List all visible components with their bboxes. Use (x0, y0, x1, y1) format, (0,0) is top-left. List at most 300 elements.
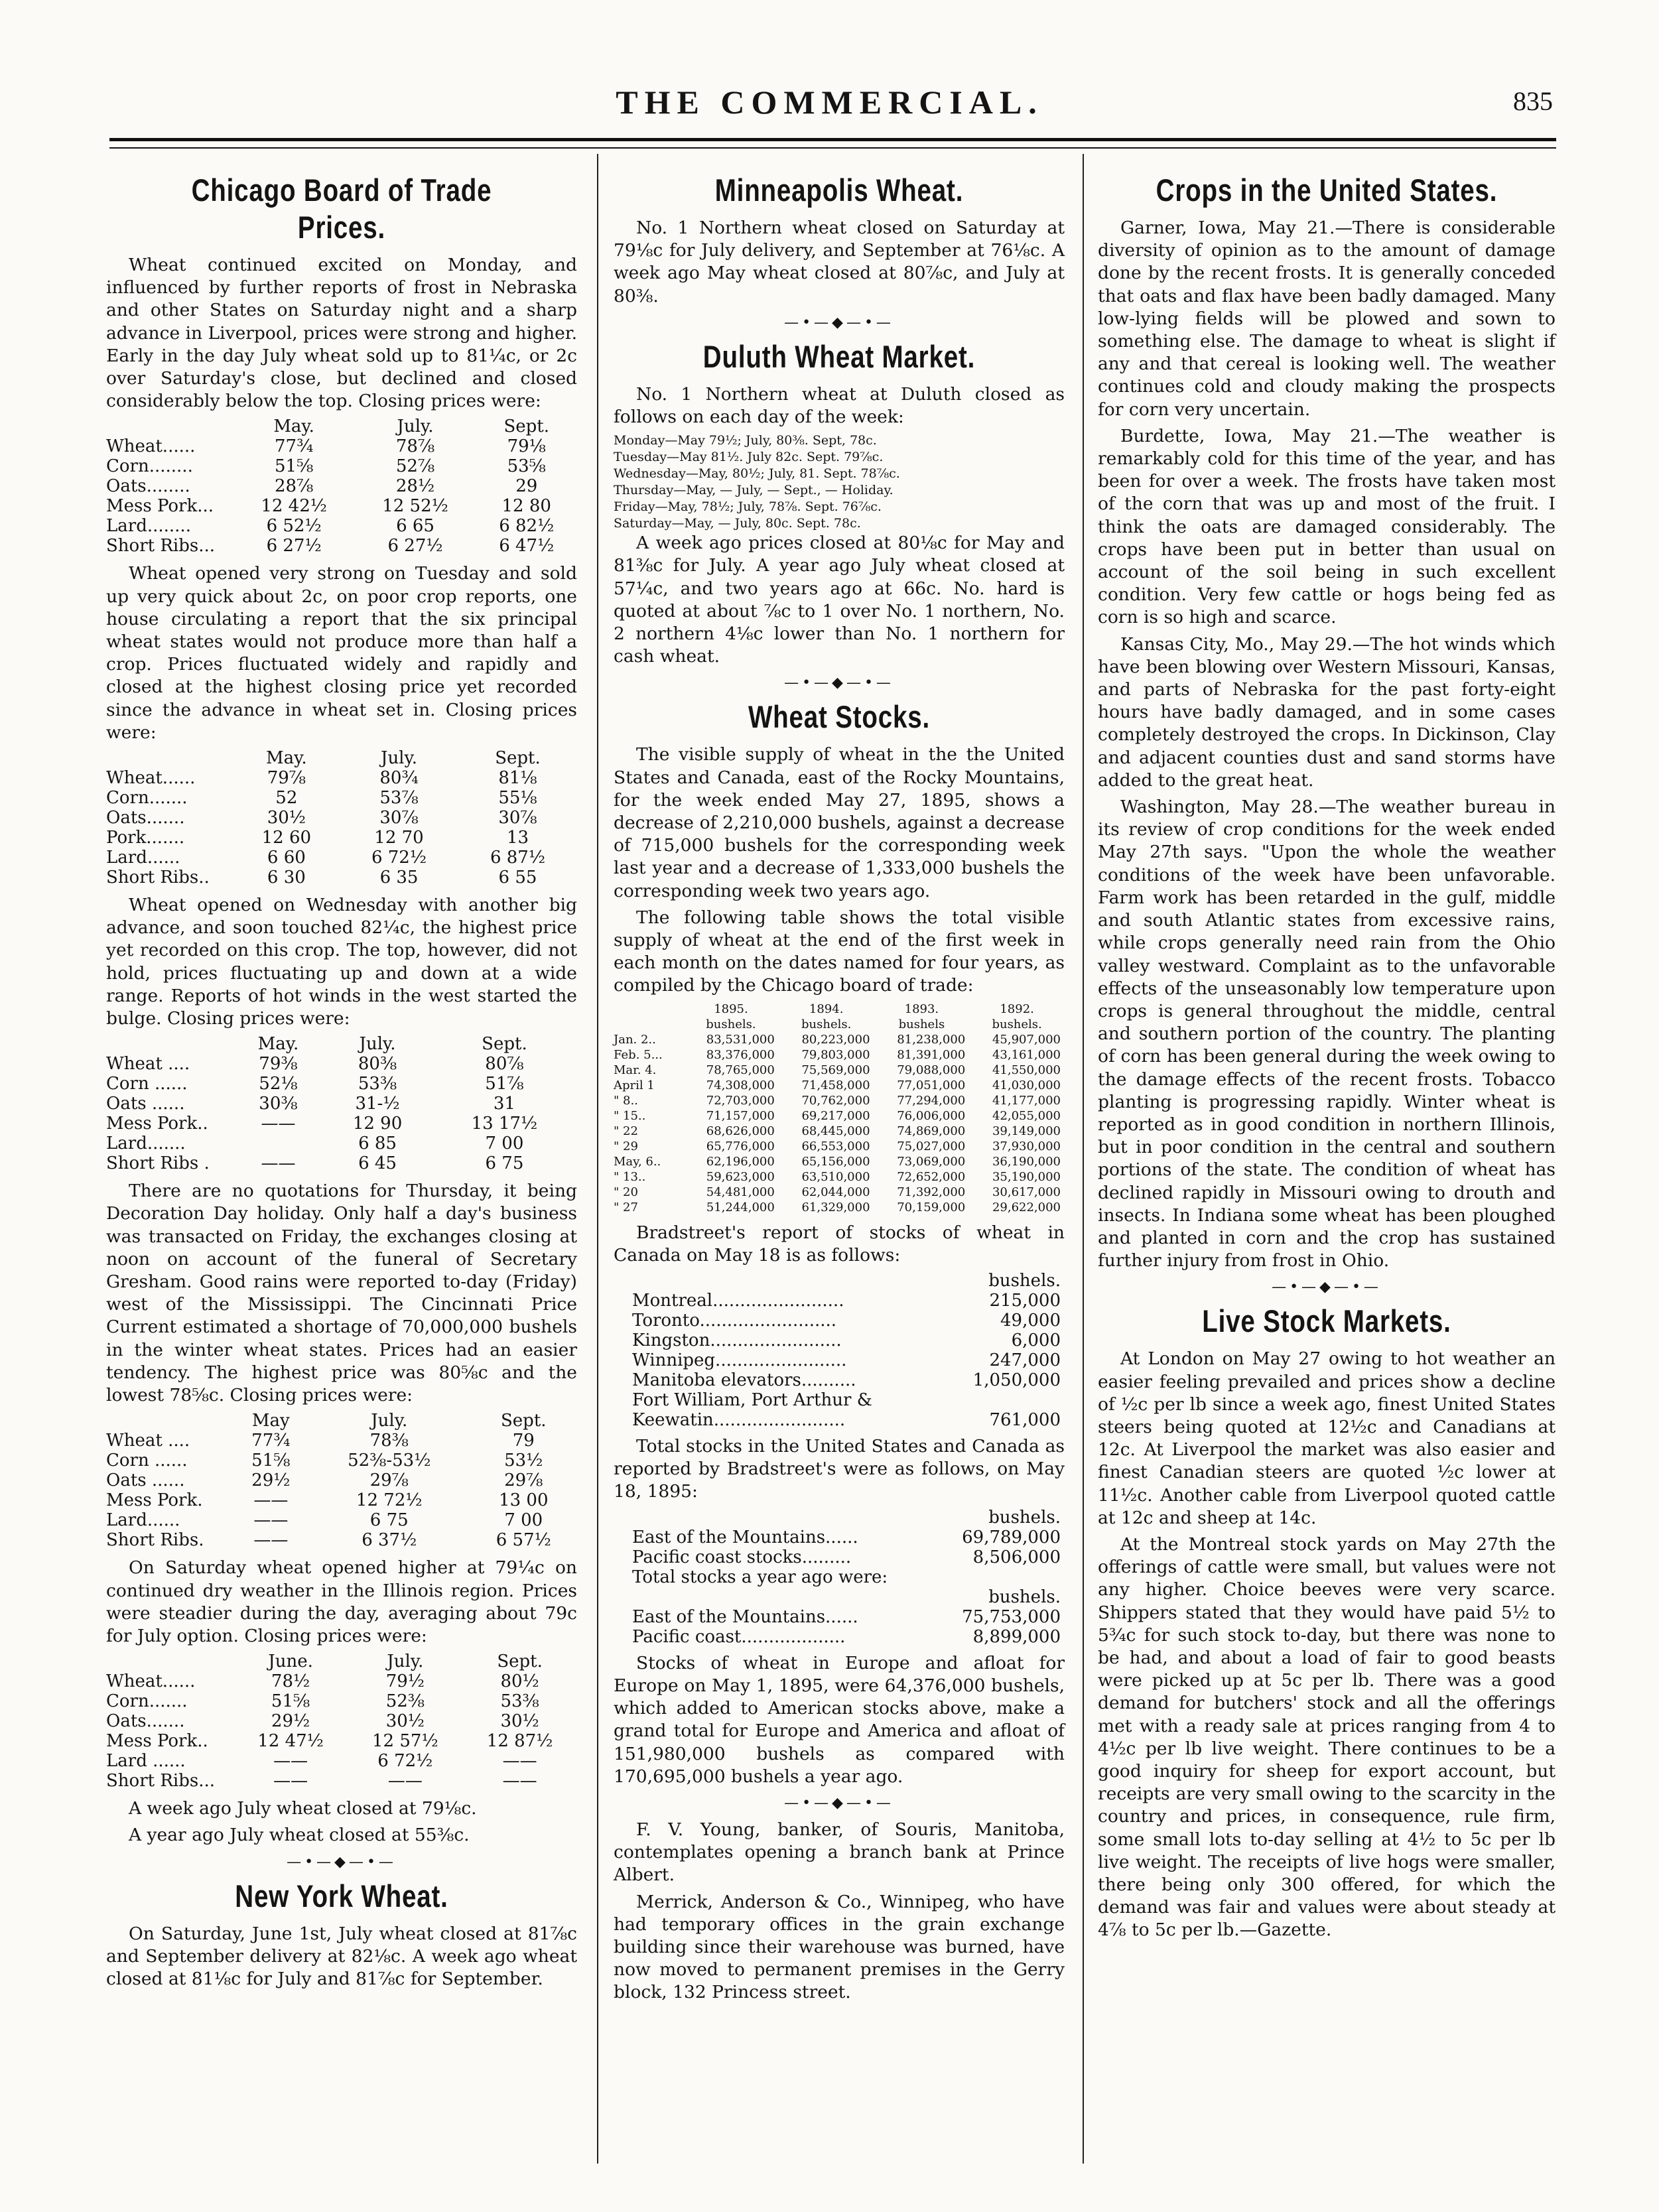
price-cell: 31-½ (355, 1094, 400, 1114)
value-cell: 30,617,000 (992, 1185, 1061, 1199)
value-cell: 70,762,000 (801, 1093, 870, 1108)
table-row (614, 1124, 1065, 1139)
price-cell: 6 65 (396, 516, 434, 537)
price-cell: 29⅞ (369, 1470, 409, 1491)
masthead-title: THE COMMERCIAL. (616, 84, 1043, 121)
value-cell: 75,753,000 (962, 1606, 1061, 1627)
year-ago-label: Total stocks a year ago were: (632, 1567, 888, 1587)
date-cell: " 13.. (614, 1169, 646, 1184)
table-header-row (632, 1271, 1061, 1291)
column-3 (1098, 169, 1556, 1946)
price-cell: 6 60 (267, 848, 306, 868)
duluth-daily-line: Friday—May, 78½; July, 78⅞. Sept. 76⅞c. (614, 499, 882, 515)
price-cell: 6 45 (358, 1153, 397, 1174)
price-cell: 52⅛ (259, 1074, 298, 1094)
price-cell: 28⅞ (274, 476, 314, 497)
location-cell: Pacific coast stocks......... (632, 1547, 852, 1567)
duluth-paragraph: A week ago prices closed at 80⅛c for May and 81⅜c for July. A year ago July wheat closed at 57¼c, and two years ago at 66c. No. hard is quoted at about ⅞c to 1 over No. 1 northern, No. 2 northern 4⅛c lower than No. 1 northern for cash wheat. (614, 533, 1065, 667)
table-header (106, 1652, 233, 1671)
canada-stocks-table (632, 1271, 1061, 1430)
commodity-cell: Lard ...... (106, 1751, 186, 1772)
value-cell: 72,652,000 (897, 1169, 966, 1184)
table-row (106, 436, 577, 456)
date-cell: " 8.. (614, 1093, 638, 1108)
price-cell: 6 55 (498, 868, 537, 888)
price-cell: 6 85 (358, 1134, 397, 1154)
commodity-cell: Wheat...... (106, 768, 196, 789)
table-row (106, 1490, 577, 1510)
location-cell: East of the Mountains...... (632, 1527, 858, 1547)
price-cell: 7 00 (485, 1134, 524, 1154)
table-row (106, 808, 577, 828)
price-cell: 12 87½ (486, 1731, 553, 1752)
price-cell: —— (253, 1510, 289, 1531)
duluth-daily-line: Monday—May 79½; July, 80⅜. Sept, 78c. (614, 433, 877, 448)
value-cell: 39,149,000 (992, 1124, 1061, 1138)
wheat-stocks-paragraph: Stocks of wheat in Europe and afloat for Europe on May 1, 1895, were 64,376,000 bushels, which added to American stocks above, make a grand total for Europe and America and afloat of 151,980,000 bushels as compared with 170,695,000 bushels a year ago. (614, 1652, 1065, 1787)
table-row (106, 1134, 577, 1153)
price-cell: 12 70 (374, 828, 424, 848)
chicago-paragraph: Wheat opened very strong on Tuesday and sold up very quick about 2c, on poor crop reports, one house circulating a report that the six principal wheat states would not produce more than half a crop. Prices fluctuated widely and rapidly and closed at the highest closing price yet recorded since the advance in wheat set in. Closing prices were: (106, 563, 577, 743)
price-cell: 28½ (395, 476, 435, 497)
table-row (106, 456, 577, 476)
location-cell: Fort William, Port Arthur & (632, 1390, 872, 1411)
table-header: July. (359, 1034, 396, 1055)
chicago-paragraph: Wheat continued excited on Monday, and influenced by further reports of frost in Nebraska and other States on Saturday night and a sharp advance in Liverpool, prices were strong and higher. Early in the day July wheat sold up to 81¼c, or 2c over Saturday's close, but declined and closed considerably below the top. Closing prices were: (106, 255, 577, 412)
price-cell: 53⅜ (500, 1691, 539, 1712)
minneapolis-heading: Minneapolis Wheat. (714, 172, 964, 208)
price-cell: 30⅞ (498, 808, 537, 828)
value-cell: 66,553,000 (801, 1139, 870, 1153)
section-ornament: —•—◆—•— (1272, 1279, 1382, 1296)
masthead-rule-thick (109, 138, 1556, 141)
commodity-cell: Short Ribs. (106, 1530, 204, 1551)
price-cell: 52 (275, 788, 298, 809)
price-cell: 52⅜ (385, 1691, 425, 1712)
location-cell: Toronto......................... (632, 1311, 837, 1331)
value-cell: 62,044,000 (801, 1185, 870, 1199)
table-row (106, 848, 577, 868)
value-cell: 71,458,000 (801, 1078, 870, 1092)
location-cell: Manitoba elevators.......... (632, 1370, 856, 1391)
value-cell: 69,217,000 (801, 1108, 870, 1123)
table-header: Sept. (497, 1652, 543, 1672)
commodity-cell: Wheat .... (106, 1431, 190, 1451)
table-row (106, 1451, 577, 1470)
wheat-stocks-paragraph: Total stocks in the United States and Canada as reported by Bradstreet's were as follows, on May 18, 1895: (614, 1436, 1065, 1502)
table-row (106, 1751, 577, 1771)
crops-paragraph: Burdette, Iowa, May 21.—The weather is remarkably cold for this time of the year, and has been for over a week. The frosts have taken most of the corn that was up and most of the fruit. I think the oats are damaged considerably. The crops have been put in better than usual on account of the soil being in such excellent condition. Very few cattle or hogs being fed as corn is so high and scarce. (1098, 425, 1556, 628)
masthead-rule-thin (109, 147, 1556, 149)
price-cell: 79 (512, 1431, 535, 1451)
value-cell: 37,930,000 (992, 1139, 1061, 1153)
price-cell: 30½ (385, 1711, 425, 1732)
date-cell: Jan. 2.. (614, 1032, 656, 1047)
masthead (0, 83, 1659, 123)
value-cell: 215,000 (989, 1291, 1061, 1311)
table-row (632, 1627, 1061, 1647)
price-cell: 79⅛ (507, 436, 546, 457)
table-header: 1893. (904, 1002, 939, 1016)
table-header (106, 748, 233, 768)
table-row (632, 1528, 1061, 1547)
price-cell: 6 75 (485, 1153, 524, 1174)
price-cell (233, 1134, 324, 1153)
location-cell: East of the Mountains...... (632, 1606, 858, 1627)
table-header (106, 417, 233, 436)
table-header (106, 1411, 233, 1431)
value-cell: 69,789,000 (962, 1527, 1061, 1547)
price-cell: —— (253, 1490, 289, 1511)
duluth-daily-line: Thursday—May, — July, — Sept., — Holiday. (614, 483, 894, 498)
table-row (106, 1094, 577, 1114)
value-cell: 77,051,000 (897, 1078, 966, 1092)
price-cell: 12 90 (352, 1114, 403, 1134)
table-header-row (106, 1034, 577, 1054)
table-row (106, 788, 577, 808)
commodity-cell: Wheat...... (106, 436, 196, 457)
table-header: Sept. (503, 417, 550, 437)
value-cell: 65,156,000 (801, 1154, 870, 1169)
table-header: 1894. (809, 1002, 844, 1016)
table-header: July. (387, 1652, 424, 1672)
minneapolis-paragraph: No. 1 Northern wheat closed on Saturday at 79⅛c for July delivery, and September at 76⅛c. A week ago May wheat closed at 80⅞c, and July at 80⅜. (614, 218, 1065, 306)
date-cell: April 1 (614, 1078, 655, 1092)
table-header: Sept. (495, 748, 541, 769)
price-cell: 6 87½ (490, 848, 546, 868)
date-cell: " 29 (614, 1139, 638, 1153)
table-row (106, 1771, 577, 1791)
date-cell: Mar. 4. (614, 1063, 657, 1077)
value-cell: 74,308,000 (706, 1078, 775, 1092)
price-cell: —— (273, 1771, 308, 1791)
price-cell: 53⅜ (358, 1074, 397, 1094)
value-cell: 71,392,000 (897, 1185, 966, 1199)
column-divider-2 (1083, 154, 1084, 2164)
value-cell: 51,244,000 (706, 1200, 775, 1214)
table-row (614, 1108, 1065, 1124)
news-note: F. V. Young, banker, of Souris, Manitoba, contemplates opening a branch bank at Prince Albert. (614, 1819, 1065, 1886)
price-cell: 53½ (504, 1451, 543, 1471)
price-cell: 80⅜ (358, 1054, 397, 1074)
commodity-cell: Lard...... (106, 1510, 180, 1531)
table-row (632, 1370, 1061, 1390)
value-cell: 54,481,000 (706, 1185, 775, 1199)
table-header: June. (268, 1652, 313, 1672)
table-row (614, 1154, 1065, 1169)
table-header (614, 1017, 683, 1032)
table-row (106, 1510, 577, 1530)
commodity-cell: Wheat...... (106, 1671, 196, 1692)
value-cell: 72,703,000 (706, 1093, 775, 1108)
value-cell: 68,626,000 (706, 1124, 775, 1138)
price-cell: 6 47½ (499, 536, 555, 556)
price-cell: 30⅜ (259, 1094, 298, 1114)
price-cell: 51⅝ (251, 1451, 291, 1471)
value-cell: 68,445,000 (801, 1124, 870, 1138)
value-cell: 8,506,000 (972, 1547, 1061, 1567)
commodity-cell: Oats....... (106, 808, 185, 828)
commodity-cell: Pork....... (106, 828, 185, 848)
chicago-paragraph: There are no quotations for Thursday, it being Decoration Day holiday. Only half a day's business was transacted on Friday, the exchanges closing at noon on account of the funeral of Secretary Gresham. Good rains were reported to-day (Friday) west of the Mississippi. The Cincinnati Price Current estimated a shortage of 70,000,000 bushels in the winter wheat states. Prices had an easier tendency. The highest price was 80⅝c and the lowest 78⅝c. Closing prices were: (106, 1181, 577, 1406)
value-cell: 70,159,000 (897, 1200, 966, 1214)
table-header: bushels. (988, 1507, 1061, 1528)
section-ornament: —•—◆—•— (784, 675, 894, 692)
table-header (614, 1002, 683, 1017)
livestock-paragraph: At London on May 27 owing to hot weather an easier feeling prevailed and prices show a decline of ½c per lb since a week ago, finest United States steers being quoted at 12½c and Canadians at 12c. At Liverpool the market was also easier and finest Canadian steers are quoted ½c lower at 11½c. Another cable from Liverpool quoted cattle at 12c and sheep at 14c. (1098, 1348, 1556, 1528)
value-cell: 81,238,000 (897, 1032, 966, 1047)
price-cell: 12 52½ (382, 496, 448, 517)
value-cell: 76,006,000 (897, 1108, 966, 1123)
wheat-stocks-heading: Wheat Stocks. (748, 699, 931, 735)
table-row (632, 1350, 1061, 1370)
table-header-row (106, 417, 577, 436)
table-row (106, 1431, 577, 1451)
duluth-heading: Duluth Wheat Market. (702, 338, 976, 374)
commodity-cell: Corn ...... (106, 1074, 188, 1094)
wheat-stocks-paragraph: Bradstreet's report of stocks of wheat in Canada on May 18 is as follows: (614, 1222, 1065, 1266)
commodity-cell: Corn ...... (106, 1451, 188, 1471)
value-cell: 43,161,000 (992, 1047, 1061, 1062)
location-cell: Montreal........................ (632, 1291, 844, 1311)
price-cell: 31 (493, 1094, 515, 1114)
table-row (632, 1410, 1061, 1430)
table-header-row (106, 1411, 577, 1431)
value-cell: 63,510,000 (801, 1169, 870, 1184)
value-cell: 77,294,000 (897, 1093, 966, 1108)
livestock-heading: Live Stock Markets. (1202, 1303, 1451, 1339)
value-cell: 59,623,000 (706, 1169, 775, 1184)
price-cell: 79⅞ (267, 768, 306, 789)
commodity-cell: Mess Pork... (106, 496, 214, 517)
commodity-cell: Oats ...... (106, 1094, 185, 1114)
table-row (614, 1078, 1065, 1093)
crops-paragraph: Garner, Iowa, May 21.—There is considerable diversity of opinion as to the amount of damage done by the recent frosts. It is generally conceded that oats and flax have been badly damaged. Many low-lying fields will be plowed and sown to something else. The damage to wheat is slight if any and that cereal is looking well. The weather continues cold and cloudy making the prospects for corn very uncertain. (1098, 218, 1556, 420)
commodity-cell: Oats ...... (106, 1470, 185, 1491)
commodity-cell: Wheat .... (106, 1054, 190, 1074)
price-cell: 12 60 (261, 828, 312, 848)
chicago-paragraph: A week ago July wheat closed at 79⅛c. (129, 1798, 477, 1819)
value-cell: 83,531,000 (706, 1032, 775, 1047)
chicago-paragraph: On Saturday wheat opened higher at 79¼c on continued dry weather in the Illinois region. Prices were steadier during the day, averaging about 79c for July option. Closing prices were: (106, 1557, 577, 1646)
value-cell: 79,803,000 (801, 1047, 870, 1062)
price-cell: 6 82½ (499, 516, 555, 537)
value-cell: 41,030,000 (992, 1078, 1061, 1092)
crops-paragraph: Washington, May 28.—The weather bureau in its review of crop conditions for the week ended May 27th says. "Upon the whole the weather conditions of the week have been unfavorable. Farm work has been retarded in the gulf, middle and south Atlantic states from excessive rains, while crops generally need rain from the Ohio valley westward. Complaint as to the unfavorable effects of the unseasonably low temperature upon crops is general throughout the middle, central and southern portion of the country. The planting of corn has been general during the week owing to the damage effects of the recent frosts. Tobacco planting is progressing rapidly. Winter wheat is reported as in good condition in northern Illinois, but in poor condition in the central and southern portions of the state. The condition of wheat has declined rapidly in Missouri owing to drouth and insects. In Indiana some wheat has been ploughed and planted in corn and the crop has sustained further injury from frost in Ohio. (1098, 797, 1556, 1271)
wheat-stocks-paragraph: The visible supply of wheat in the the United States and Canada, east of the Rocky Mountains, for the week ended May 27, 1895, shows a decrease of 2,210,000 bushels, against a decrease of 715,000 bushels for the corresponding week last year and a decrease of 1,333,000 bushels the corresponding week two years ago. (614, 744, 1065, 901)
date-cell: " 15.. (614, 1108, 646, 1123)
value-cell: 761,000 (989, 1410, 1061, 1431)
date-cell: " 22 (614, 1124, 638, 1138)
table-row (106, 1530, 577, 1550)
value-cell: 80,223,000 (801, 1032, 870, 1047)
us-stocks-table (632, 1508, 1061, 1647)
table-header: May. (273, 417, 314, 437)
table-row (614, 1169, 1065, 1185)
price-cell: 6 37½ (362, 1530, 417, 1551)
chicago-prices-friday (106, 1411, 577, 1550)
price-cell: 12 47½ (257, 1731, 324, 1752)
duluth-daily-line: Wednesday—May, 80½; July, 81. Sept. 78⅞c. (614, 466, 900, 482)
value-cell: 6,000 (1011, 1331, 1061, 1351)
price-cell: 53⅝ (507, 456, 546, 477)
commodity-cell: Oats....... (106, 1711, 185, 1732)
table-row (614, 1032, 1065, 1047)
table-header-row (632, 1508, 1061, 1528)
price-cell: 51⅝ (271, 1691, 310, 1712)
table-row (614, 1185, 1065, 1200)
table-row (614, 1139, 1065, 1154)
table-row (632, 1311, 1061, 1331)
value-cell: 74,869,000 (897, 1124, 966, 1138)
price-cell: 12 42½ (261, 496, 327, 517)
table-row (106, 496, 577, 516)
table-header (106, 1034, 233, 1054)
section-ornament: —•—◆—•— (287, 1853, 397, 1870)
price-cell: 30½ (500, 1711, 539, 1732)
chicago-paragraph: A year ago July wheat closed at 55⅜c. (129, 1825, 470, 1846)
table-row (106, 1671, 577, 1691)
commodity-cell: Mess Pork.. (106, 1114, 208, 1134)
table-row (614, 1200, 1065, 1215)
table-row (632, 1567, 1061, 1587)
value-cell: 75,027,000 (897, 1139, 966, 1153)
column-1 (106, 169, 577, 1994)
value-cell: 36,190,000 (992, 1154, 1061, 1169)
value-cell: 81,391,000 (897, 1047, 966, 1062)
price-cell: —— (273, 1751, 308, 1772)
duluth-daily-line: Tuesday—May 81½. July 82c. Sept. 79⅞c. (614, 450, 884, 465)
crops-heading: Crops in the United States. (1156, 172, 1498, 208)
price-cell: 6 27½ (266, 536, 322, 556)
value-cell: 79,088,000 (897, 1063, 966, 1077)
price-cell: 53⅞ (379, 788, 419, 809)
price-cell: —— (502, 1751, 537, 1772)
price-cell: 51⅝ (274, 456, 314, 477)
duluth-paragraph: No. 1 Northern wheat at Duluth closed as follows on each day of the week: (614, 383, 1065, 428)
chicago-prices-monday (106, 417, 577, 556)
commodity-cell: Short Ribs... (106, 536, 216, 556)
price-cell: 78½ (271, 1671, 310, 1692)
table-header-row (614, 1017, 1065, 1032)
price-cell: 6 52½ (266, 516, 322, 537)
price-cell: 7 00 (504, 1510, 543, 1531)
price-cell: —— (387, 1771, 423, 1791)
table-header: bushels (898, 1017, 945, 1031)
value-cell: 35,190,000 (992, 1169, 1061, 1184)
commodity-cell: Lard....... (106, 1134, 186, 1154)
table-header: bushels. (801, 1017, 852, 1031)
commodity-cell: Corn........ (106, 456, 193, 477)
table-header: July. (381, 748, 417, 769)
price-cell: —— (261, 1153, 296, 1174)
price-cell: 30½ (267, 808, 306, 828)
table-header: Sept. (500, 1411, 547, 1431)
price-cell: 77¾ (251, 1431, 291, 1451)
location-cell: Kingston........................ (632, 1331, 842, 1351)
commodity-cell: Lard........ (106, 516, 191, 537)
price-cell: 13 00 (499, 1490, 549, 1511)
table-row (632, 1390, 1061, 1410)
table-header: 1895. (714, 1002, 748, 1016)
table-row (106, 536, 577, 556)
date-cell: Feb. 5... (614, 1047, 663, 1062)
table-row (106, 1731, 577, 1751)
value-cell: 73,069,000 (897, 1154, 966, 1169)
table-row (106, 1074, 577, 1094)
value-cell: 78,765,000 (706, 1063, 775, 1077)
section-ornament: —•—◆—•— (784, 314, 894, 331)
date-cell: " 20 (614, 1185, 638, 1199)
duluth-daily-line: Saturday—May, — July, 80c. Sept. 78c. (614, 516, 861, 531)
price-cell: 29½ (271, 1711, 310, 1732)
value-cell: 49,000 (1000, 1311, 1061, 1331)
price-cell: 13 (506, 828, 529, 848)
table-header: bushels. (988, 1587, 1061, 1607)
price-cell: 13 17½ (471, 1114, 538, 1134)
table-row (106, 828, 577, 848)
price-cell: 78⅜ (369, 1431, 409, 1451)
location-cell: Winnipeg........................ (632, 1350, 847, 1371)
wheat-stocks-paragraph: The following table shows the total visible supply of wheat at the end of the first week in each month on the dates named for four years, as compiled by the Chicago board of trade: (614, 907, 1065, 996)
price-cell: 29½ (251, 1470, 291, 1491)
value-cell: 29,622,000 (992, 1200, 1061, 1214)
chicago-prices-wednesday (106, 1034, 577, 1173)
chicago-paragraph: Wheat opened on Wednesday with another big advance, and soon touched 82¼c, the highest price yet recorded on this crop. The top, however, did not hold, prices fluctuating up and down at a wide range. Reports of hot winds in the west started the bulge. Closing prices were: (106, 895, 577, 1029)
price-cell: 12 72½ (356, 1490, 423, 1511)
price-cell: 80¾ (379, 768, 419, 789)
table-row (614, 1093, 1065, 1108)
value-cell: 41,550,000 (992, 1063, 1061, 1077)
table-header: July. (397, 417, 434, 437)
price-cell: 80⅞ (485, 1054, 524, 1074)
table-header: May. (257, 1034, 299, 1055)
chicago-heading: Chicago Board of Trade Prices. (191, 172, 492, 245)
price-cell: 29⅞ (504, 1470, 543, 1491)
table-row (632, 1547, 1061, 1567)
value-cell: 65,776,000 (706, 1139, 775, 1153)
news-note: Merrick, Anderson & Co., Winnipeg, who have had temporary offices in the grain exchange building since their warehouse was burned, have now moved to permanent premises in the Gerry block, 132 Princess street. (614, 1891, 1065, 2003)
price-cell: 78⅞ (395, 436, 435, 457)
column-2 (614, 169, 1065, 2008)
price-cell: 52⅜-53½ (348, 1451, 431, 1471)
value-cell: 45,907,000 (992, 1032, 1061, 1047)
price-cell: 29 (515, 476, 538, 497)
price-cell: 6 27½ (387, 536, 443, 556)
table-header-row (106, 1652, 577, 1671)
table-row (106, 1470, 577, 1490)
value-cell: 42,055,000 (992, 1108, 1061, 1123)
table-header-row (632, 1587, 1061, 1607)
price-cell: 79⅜ (259, 1054, 298, 1074)
livestock-paragraph: At the Montreal stock yards on May 27th the offerings of cattle were small, but values were not any higher. Choice beeves were very scarce. Shippers stated that they would have paid 5½ to 5¾c for such stock to-day, but there was none to be had, and about a load of fair to good beasts were picked up at 5c per lb. There was a good demand for butchers' stock and all the offerings met with a ready sale at prices ranging from 4 to 4½c per lb live weight. There continues to be a good inquiry for sheep for export account, but receipts are very small owing to the scarcity in the country and prices, in consequence, rule firm, some small lots to-day selling at 4½ to 5c per lb live weight. The receipts of live hogs were smaller, there being only 300 offered, for which the demand was fair and values were about steady at 4⅞ to 5c per lb.—Gazette. (1098, 1533, 1556, 1941)
location-cell: Keewatin........................ (632, 1410, 846, 1431)
table-header: 1892. (1000, 1002, 1034, 1016)
value-cell: 75,569,000 (801, 1063, 870, 1077)
commodity-cell: Short Ribs . (106, 1153, 210, 1174)
table-row (614, 1063, 1065, 1078)
location-cell: Pacific coast................... (632, 1626, 846, 1647)
value-cell (946, 1390, 1061, 1410)
newyork-heading: New York Wheat. (235, 1878, 448, 1914)
commodity-cell: Oats........ (106, 476, 190, 497)
price-cell: 6 75 (369, 1510, 409, 1531)
value-cell: 83,376,000 (706, 1047, 775, 1062)
price-cell: —— (502, 1771, 537, 1791)
value-cell: 71,157,000 (706, 1108, 775, 1123)
crops-paragraph: Kansas City, Mo., May 29.—The hot winds which have been blowing over Western Missouri, Kansas, and parts of Nebraska for the past forty-eight hours have badly damaged, and in some cases completely destroyed the crops. In Dickinson, Clay and adjacent counties dust and sand storms have added to the great heat. (1098, 633, 1556, 791)
commodity-cell: Mess Pork. (106, 1490, 203, 1511)
